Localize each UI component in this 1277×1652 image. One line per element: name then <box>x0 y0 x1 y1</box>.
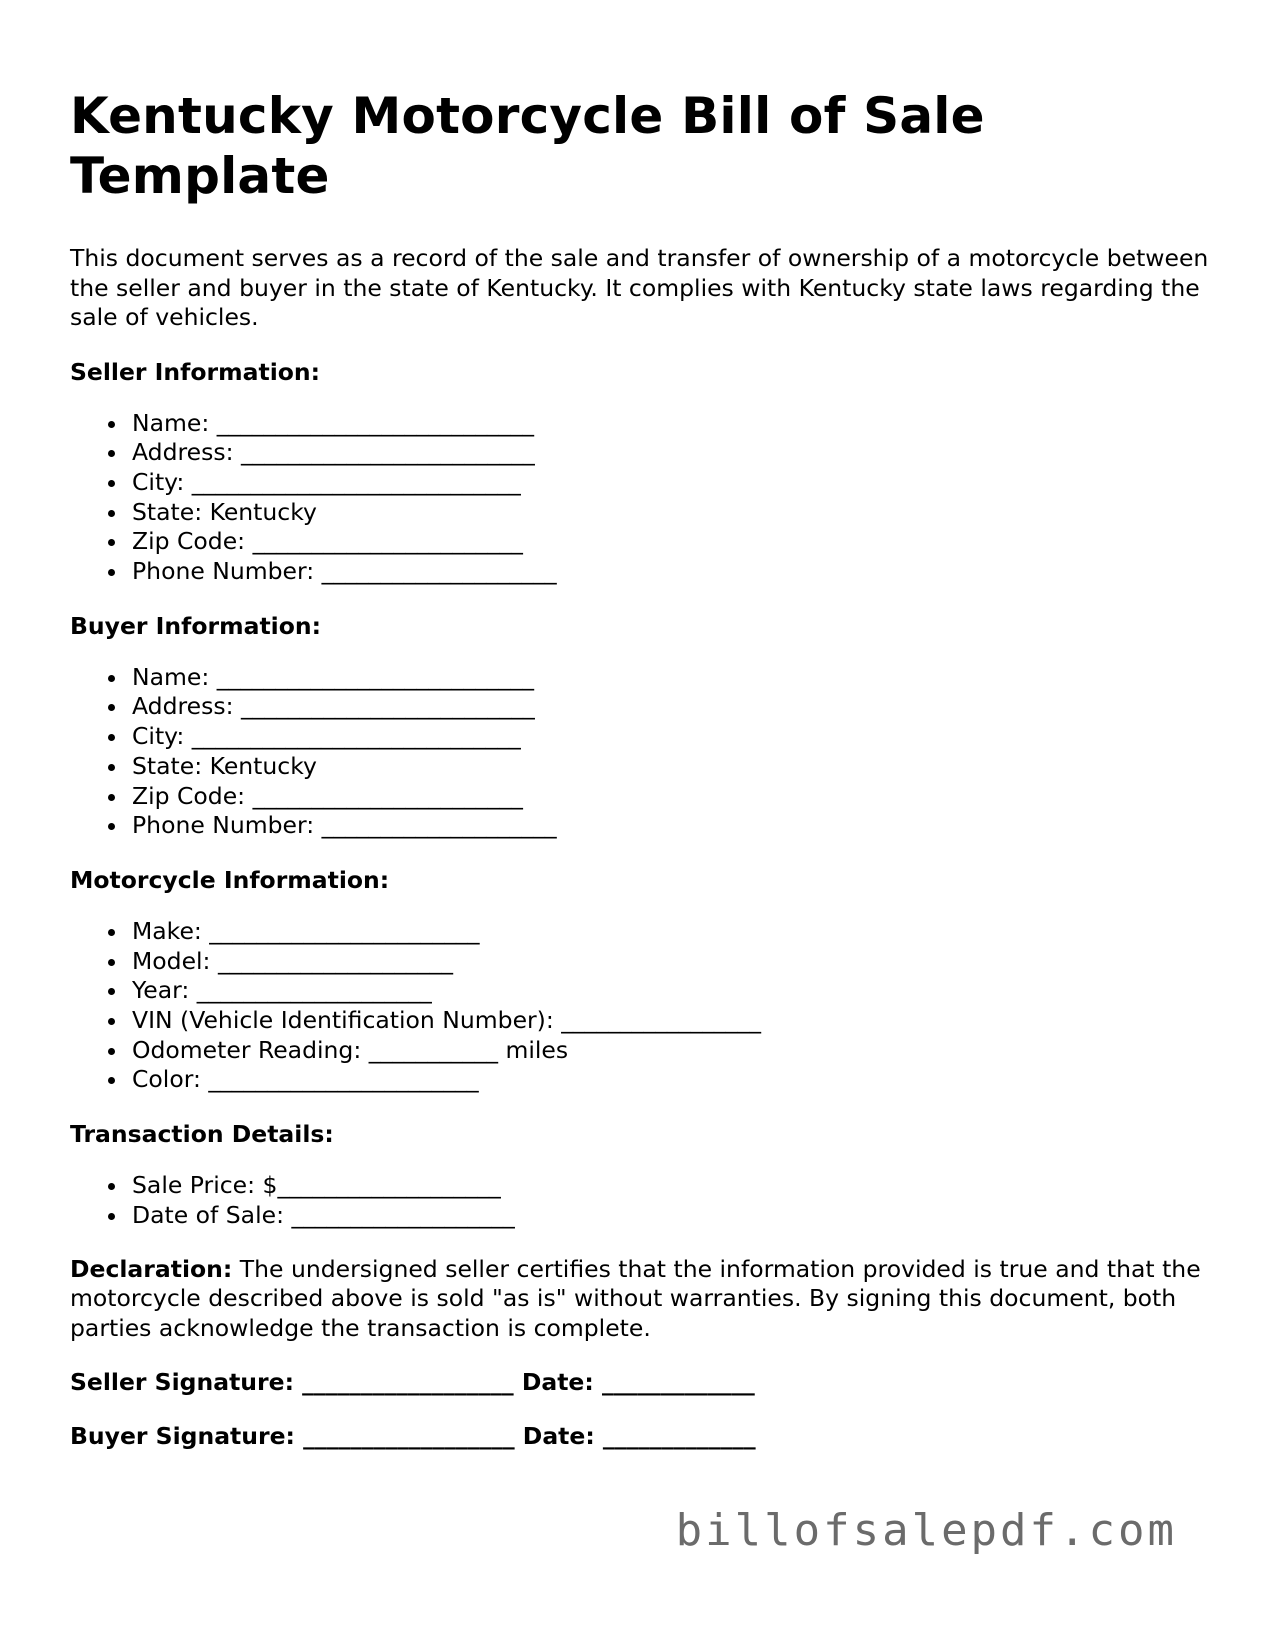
buyer-address-field: Address: _________________________ <box>132 692 1210 722</box>
seller-name-field: Name: ___________________________ <box>132 409 1210 439</box>
document-page <box>70 86 1210 1451</box>
intro-paragraph: This document serves as a record of the sale and transfer of ownership of a motorcycle between the seller and buyer in the state of Kentucky. It complies with Kentucky state laws regarding the sale of vehicles. <box>70 244 1209 331</box>
motorcycle-field-list <box>70 917 1210 1095</box>
declaration-label: Declaration: <box>70 1254 233 1283</box>
motorcycle-vin-field: VIN (Vehicle Identification Number): _________________ <box>132 1006 1210 1036</box>
motorcycle-color-field: Color: _______________________ <box>132 1065 1210 1095</box>
motorcycle-odometer-field: Odometer Reading: ___________ miles <box>132 1036 1210 1066</box>
buyer-field-list <box>70 663 1210 841</box>
seller-section-heading: Seller Information: <box>70 357 321 386</box>
seller-field-list <box>70 409 1210 587</box>
seller-phone-field: Phone Number: ____________________ <box>132 557 1210 587</box>
buyer-city-field: City: ____________________________ <box>132 722 1210 752</box>
buyer-state-field: State: Kentucky <box>132 752 1210 782</box>
seller-city-field: City: ____________________________ <box>132 468 1210 498</box>
declaration-paragraph <box>70 1255 1210 1344</box>
transaction-section-heading: Transaction Details: <box>70 1120 334 1149</box>
motorcycle-model-field: Model: ____________________ <box>132 947 1210 977</box>
seller-state-field: State: Kentucky <box>132 498 1210 528</box>
seller-zip-field: Zip Code: _______________________ <box>132 527 1210 557</box>
buyer-signature-line: Buyer Signature: __________________ Date: _____________ <box>70 1422 756 1451</box>
sale-date-field: Date of Sale: ___________________ <box>132 1201 1210 1231</box>
buyer-name-field: Name: ___________________________ <box>132 663 1210 693</box>
sale-price-field: Sale Price: $___________________ <box>132 1171 1210 1201</box>
site-watermark: billofsalepdf.com <box>675 1505 1177 1556</box>
motorcycle-make-field: Make: _______________________ <box>132 917 1210 947</box>
buyer-zip-field: Zip Code: _______________________ <box>132 782 1210 812</box>
page-title: Kentucky Motorcycle Bill of Sale Template <box>70 87 985 205</box>
motorcycle-section-heading: Motorcycle Information: <box>70 865 390 894</box>
seller-signature-line: Seller Signature: __________________ Date: _____________ <box>70 1368 755 1397</box>
buyer-section-heading: Buyer Information: <box>70 611 322 640</box>
buyer-phone-field: Phone Number: ____________________ <box>132 811 1210 841</box>
declaration-text: The undersigned seller certifies that the information provided is true and that the motorcycle described above is sold "as is" without warranties. By signing this document, both parties acknowledge the transaction is complete. <box>70 1254 1201 1342</box>
seller-address-field: Address: _________________________ <box>132 438 1210 468</box>
motorcycle-year-field: Year: ____________________ <box>132 976 1210 1006</box>
transaction-field-list <box>70 1171 1210 1230</box>
